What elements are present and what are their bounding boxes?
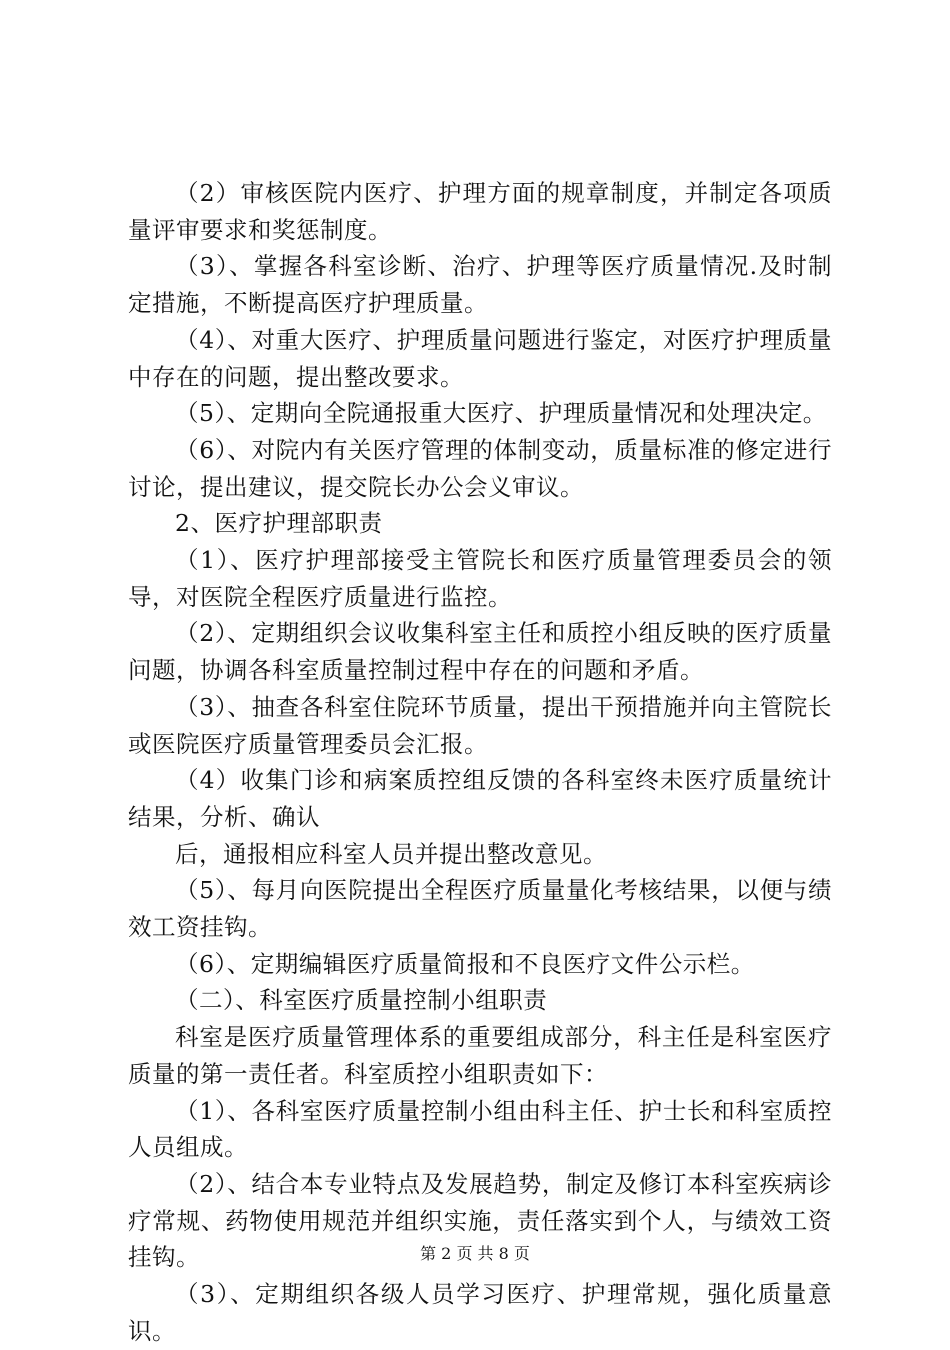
paragraph: （6）、对院内有关医疗管理的体制变动，质量标准的修定进行讨论，提出建议，提交院长办公会义审议。 bbox=[128, 435, 832, 501]
paragraph: （5）、每月向医院提出全程医疗质量量化考核结果，以便与绩效工资挂钩。 bbox=[128, 876, 832, 942]
paragraph: （2）审核医院内医疗、护理方面的规章制度，并制定各项质量评审要求和奖惩制度。 bbox=[128, 179, 832, 244]
document-body bbox=[128, 175, 832, 1350]
paragraph: （2）、结合本专业特点及发展趋势，制定及修订本科室疾病诊疗常规、药物使用规范并组织实施，责任落实到个人，与绩效工资挂钩。 bbox=[128, 1169, 832, 1272]
section-heading: （二）、科室医疗质量控制小组职责 bbox=[175, 986, 548, 1015]
paragraph: （4）、对重大医疗、护理质量问题进行鉴定，对医疗护理质量中存在的问题，提出整改要求。 bbox=[128, 325, 832, 391]
page-footer bbox=[0, 1244, 950, 1264]
paragraph: 科室是医疗质量管理体系的重要组成部分，科主任是科室医疗质量的第一责任者。科室质控小组职责如下： bbox=[128, 1023, 832, 1088]
paragraph: （4）收集门诊和病案质控组反馈的各科室终未医疗质量统计结果，分析、确认 bbox=[128, 766, 832, 831]
paragraph: （2）、定期组织会议收集科室主任和质控小组反映的医疗质量问题，协调各科室质量控制过程中存在的问题和矛盾。 bbox=[128, 619, 832, 685]
paragraph: （3）、掌握各科室诊断、治疗、护理等医疗质量情况.及时制定措施，不断提高医疗护理质量。 bbox=[128, 252, 832, 318]
paragraph: （5）、定期向全院通报重大医疗、护理质量情况和处理决定。 bbox=[175, 399, 827, 428]
page-number: 第 2 页 共 8 页 bbox=[420, 1244, 530, 1263]
section-heading: 2、医疗护理部职责 bbox=[175, 509, 383, 538]
paragraph: （1）、医疗护理部接受主管院长和医疗质量管理委员会的领导，对医院全程医疗质量进行监控。 bbox=[128, 546, 832, 611]
paragraph: （3）、定期组织各级人员学习医疗、护理常规，强化质量意识。 bbox=[128, 1280, 832, 1345]
paragraph: （6）、定期编辑医疗质量简报和不良医疗文件公示栏。 bbox=[175, 949, 755, 978]
paragraph: （3）、抽查各科室住院环节质量，提出干预措施并向主管院长或医院医疗质量管理委员会汇报。 bbox=[128, 692, 832, 758]
paragraph: （1）、各科室医疗质量控制小组由科主任、护士长和科室质控人员组成。 bbox=[128, 1096, 832, 1162]
paragraph: 后，通报相应科室人员并提出整改意见。 bbox=[175, 839, 607, 868]
